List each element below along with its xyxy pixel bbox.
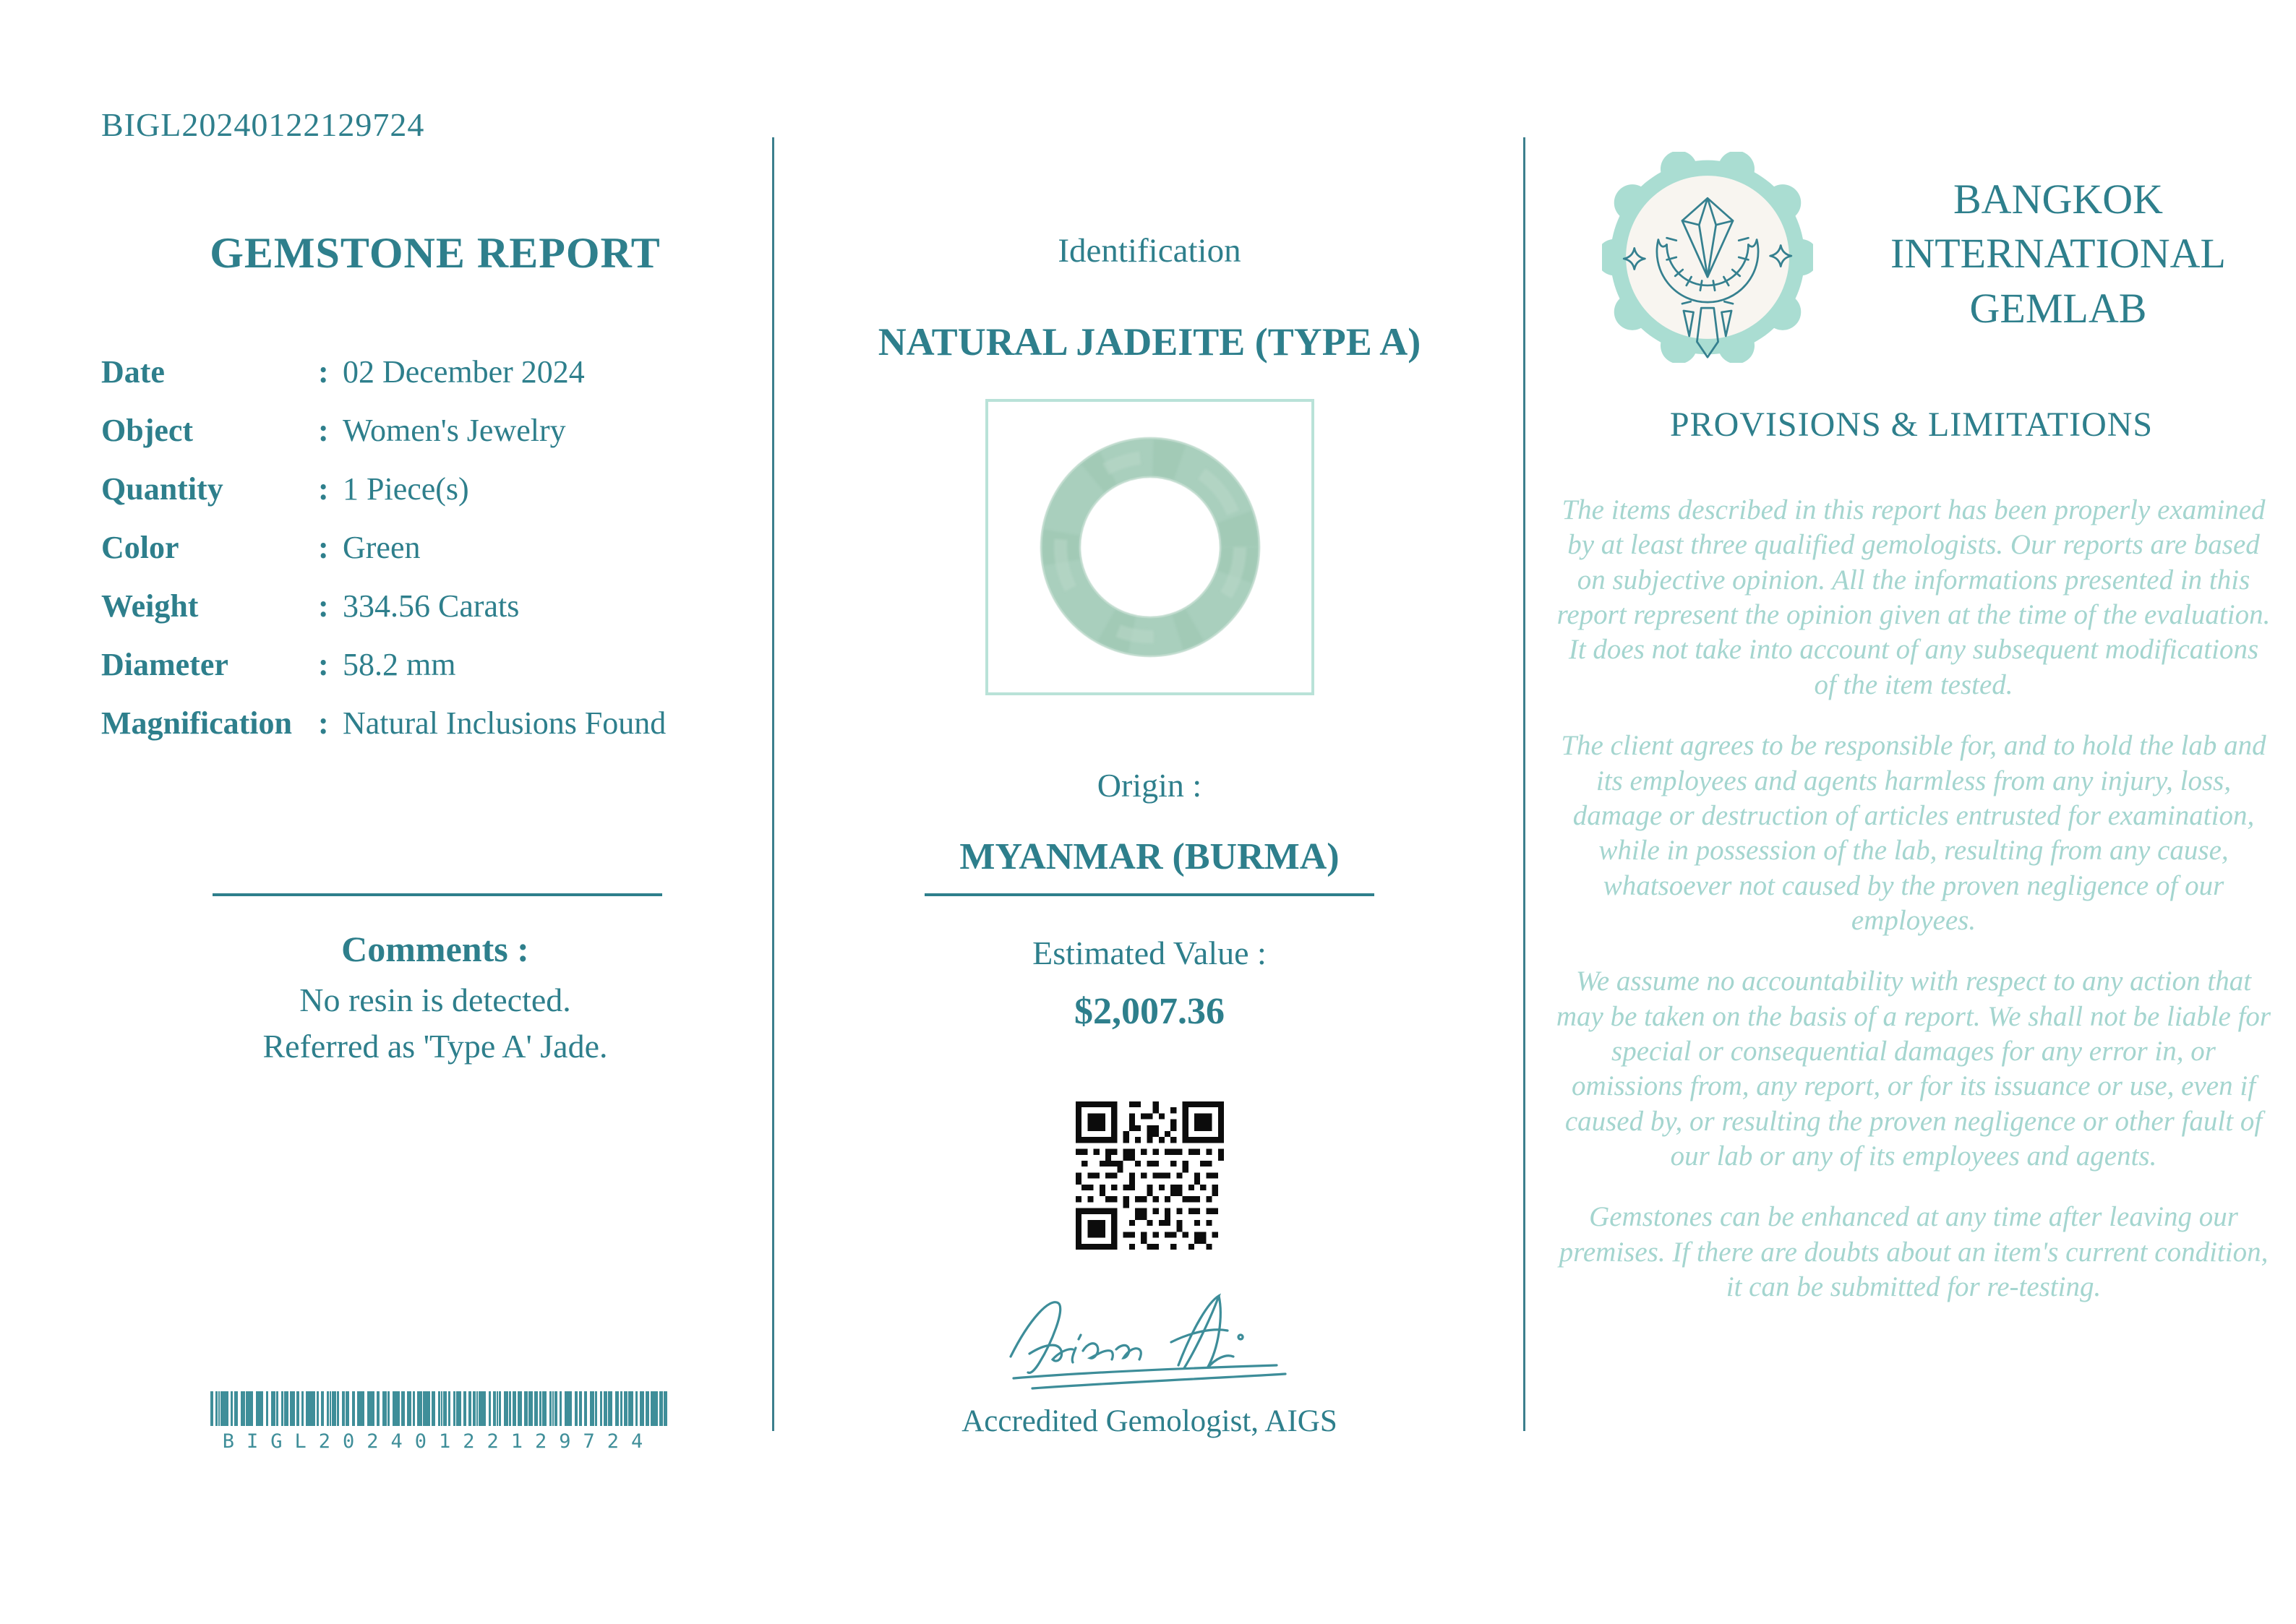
comments-divider [213,893,662,896]
detail-value: 334.56 Carats [343,588,520,624]
gemologist-signature [998,1285,1301,1398]
qr-code [1076,1101,1224,1250]
detail-colon: : [318,588,329,624]
detail-colon: : [318,413,329,448]
detail-label: Color [101,530,179,565]
detail-label: Object [101,413,194,448]
gemologist-title: Accredited Gemologist, AIGS [961,1404,1337,1438]
report-title: GEMSTONE REPORT [210,229,661,277]
lab-header [1602,152,2274,363]
comment-line: No resin is detected. [299,981,571,1018]
provisions-title: PROVISIONS & LIMITATIONS [1669,405,2154,444]
detail-colon: : [318,647,329,682]
detail-colon: : [318,530,329,565]
jade-bangle-photo [985,399,1314,695]
detail-label: Weight [101,588,199,624]
provisions-paragraph: Gemstones can be enhanced at any time after leaving our premises. If there are doubts about an item's current condition, it can be submitted for re-testing. [1559,1201,2269,1303]
barcode-text: BIGL20240122129724 [222,1430,656,1453]
detail-colon: : [318,354,329,390]
provisions-paragraph: The items described in this report has been properly examined by at least three qualified gemologists. Our reports are based on subjective opinion. All the informations presented in this report represent the opinion given at the time of the evaluation. It does not take into account of any subsequent modifications of the item tested. [1556,494,2271,700]
comments-title: Comments : [341,929,529,969]
signature-image [998,1285,1301,1398]
detail-value: 02 December 2024 [343,354,585,390]
lab-name-line: INTERNATIONAL [1890,230,2226,278]
provisions-paragraph: We assume no accountability with respect to any action that may be taken on the basis of a report. We shall not be liable for special or consequential damages for any error in, or omissions from, any report, or for its issuance or use, even if caused by, or resulting the proven negligence or other fault of our lab or any of its employees and agents. [1556,966,2271,1172]
detail-row-diameter [101,635,774,694]
identification-result: NATURAL JADEITE (TYPE A) [878,320,1421,364]
estimated-value-label: Estimated Value : [1032,935,1267,971]
lab-name-line: GEMLAB [1969,284,2147,332]
comments-body [99,977,771,1070]
barcode [210,1391,667,1453]
gem-lab-logo-icon [1602,152,1813,363]
detail-row-magnification [101,694,774,752]
lab-name-line: BANGKOK [1953,175,2163,223]
detail-row-date [101,343,774,401]
lab-name [1842,172,2274,335]
report-number: BIGL20240122129724 [101,106,425,143]
detail-label: Quantity [101,471,223,507]
detail-value: Women's Jewelry [343,413,566,448]
provisions-paragraphs [1556,493,2271,1331]
detail-value: 58.2 mm [343,647,456,682]
identification-heading: Identification [1058,232,1241,270]
estimated-value: $2,007.36 [1074,991,1225,1032]
detail-colon: : [318,471,329,507]
report-details-table [101,343,774,752]
detail-value: Natural Inclusions Found [343,705,667,741]
detail-value: 1 Piece(s) [343,471,469,507]
barcode-bars [210,1391,667,1426]
jade-bangle-image [988,402,1311,692]
provisions-paragraph: The client agrees to be responsible for, and to hold the lab and its employees and agents harmless from any injury, loss, damage or destruction of articles entrusted for examination, while in possession of the lab, resulting from any cause, whatsoever not caused by the proven negligence of our employees. [1561,730,2266,936]
qr-code-image [1076,1101,1224,1250]
origin-value: MYANMAR (BURMA) [959,836,1340,877]
origin-label: Origin : [1097,767,1202,804]
detail-row-color [101,518,774,577]
detail-colon: : [318,705,329,741]
detail-label: Date [101,354,165,390]
detail-row-object [101,401,774,460]
comment-line: Referred as 'Type A' Jade. [262,1028,608,1065]
detail-label: Magnification [101,705,292,741]
value-divider [925,893,1374,896]
detail-value: Green [343,530,421,565]
detail-label: Diameter [101,647,228,682]
detail-row-weight [101,577,774,635]
detail-row-quantity [101,460,774,518]
